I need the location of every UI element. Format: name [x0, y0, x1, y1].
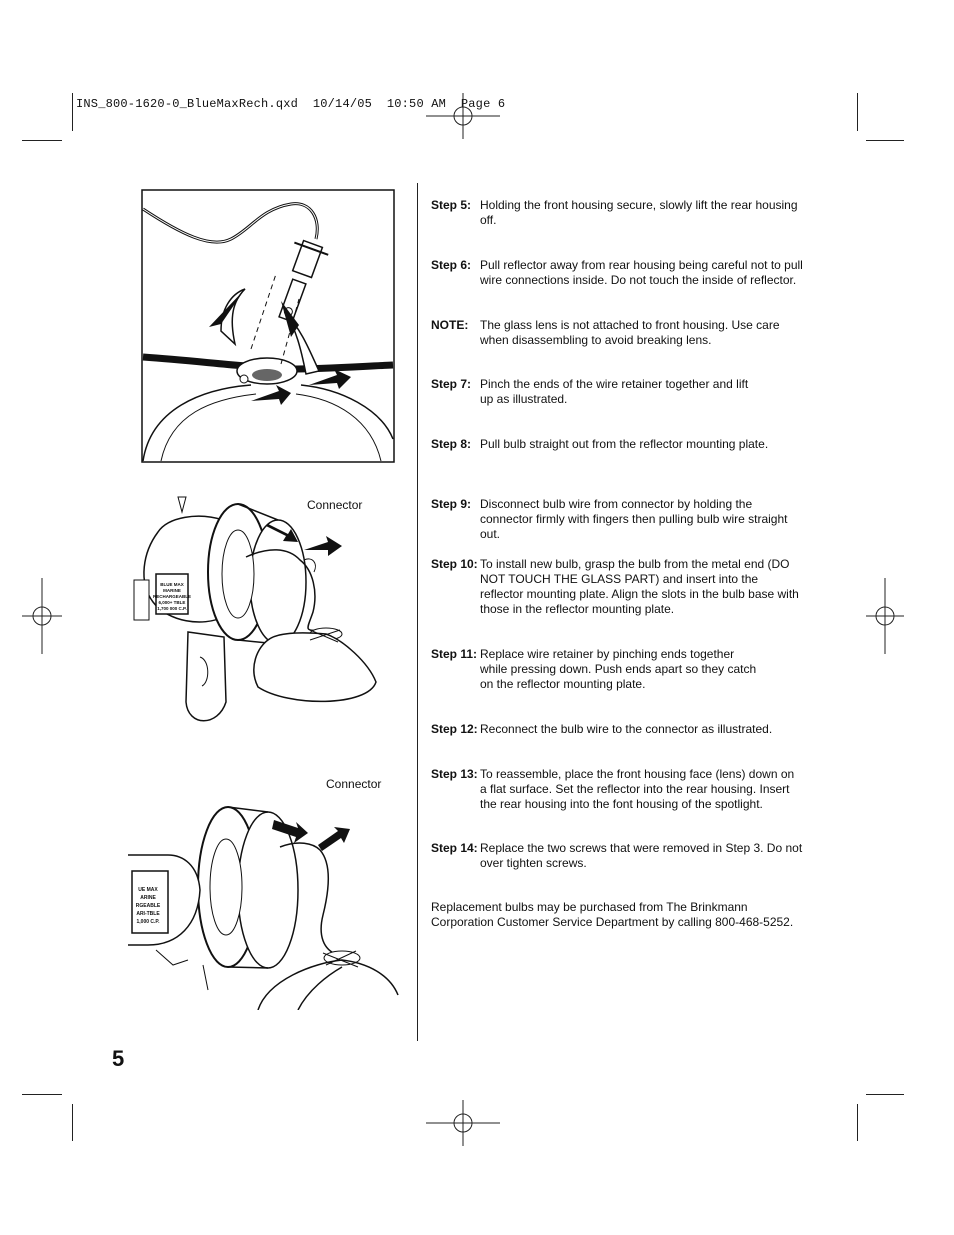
note	[431, 318, 803, 348]
decal-line-4: 6,000+ TBLE	[158, 600, 186, 605]
step-text: To install new bulb, grasp the bulb from the metal end (DO NOT TOUCH THE GLASS PART) and insert into the reflector mounting plate. Align the slots in the bulb base with those in the reflector mounting plate.	[480, 557, 799, 616]
step-label: Step 10:	[431, 557, 478, 571]
decal-line-5b: 1,000 C.P.	[136, 919, 160, 925]
step-label: Step 14:	[431, 841, 478, 855]
figure-reconnect-connector-illustration	[128, 795, 403, 1010]
step-label: Step 8:	[431, 437, 472, 451]
step-label: Step 5:	[431, 198, 472, 212]
replacement-bulbs-note: Replacement bulbs may be purchased from The Brinkmann Corporation Customer Service Department by calling 800-468-5252.	[431, 900, 794, 929]
step-text: Pinch the ends of the wire retainer together and lift up as illustrated.	[480, 377, 749, 406]
step-8	[431, 437, 803, 452]
decal-line-3b: RGEABLE	[135, 903, 161, 909]
step-text: Reconnect the bulb wire to the connector as illustrated.	[480, 722, 773, 736]
connector-label-2: Connector	[326, 777, 382, 791]
decal-line-5: 1,700 000 C.P.	[157, 606, 187, 611]
step-13	[431, 767, 803, 812]
step-14	[431, 841, 803, 871]
decal-line-1: BLUE MAX	[160, 582, 184, 587]
step-label: Step 11:	[431, 647, 478, 661]
step-label: Step 7:	[431, 377, 472, 391]
column-divider	[417, 183, 418, 1041]
figure-disconnect-connector-illustration	[128, 492, 388, 732]
decal-line-3: RECHARGEABLE	[152, 594, 192, 599]
step-5	[431, 198, 803, 228]
step-label: Step 9:	[431, 497, 472, 511]
connector-label-1: Connector	[307, 498, 363, 512]
decal-line-2: MARINE	[163, 588, 181, 593]
decal-line-2b: ARINE	[140, 895, 156, 901]
step-text: Holding the front housing secure, slowly lift the rear housing off.	[480, 198, 798, 227]
step-text: To reassemble, place the front housing face (lens) down on a flat surface. Set the reflector into the rear housing. Insert the rear housing into the font housing of the spotlight.	[480, 767, 795, 811]
step-6	[431, 258, 803, 288]
step-11	[431, 647, 761, 692]
step-text: Pull bulb straight out from the reflector mounting plate.	[480, 437, 769, 451]
decal-line-4b: ARI-TBLE	[136, 911, 160, 917]
note-text: The glass lens is not attached to front housing. Use care when disassembling to avoid breaking lens.	[480, 318, 780, 347]
step-10	[431, 557, 803, 617]
note-label: NOTE:	[431, 318, 469, 332]
step-9	[431, 497, 803, 542]
figure-wire-retainer-illustration	[141, 189, 395, 463]
step-label: Step 6:	[431, 258, 472, 272]
step-label: Step 13:	[431, 767, 478, 781]
step-7	[431, 377, 761, 407]
step-12	[431, 722, 803, 737]
step-label: Step 12:	[431, 722, 478, 736]
print-slug-line: INS_800-1620-0_BlueMaxRech.qxd 10/14/05 10:50 AM Page 6	[76, 97, 506, 111]
step-text: Pull reflector away from rear housing being careful not to pull wire connections inside. Do not touch the inside of reflector.	[480, 258, 803, 287]
page-number: 5	[112, 1046, 125, 1071]
step-text: Disconnect bulb wire from connector by holding the connector firmly with fingers then pulling bulb wire straight out.	[480, 497, 788, 541]
step-text: Replace wire retainer by pinching ends together while pressing down. Push ends apart so they catch on the reflector mounting plate.	[480, 647, 757, 691]
step-text: Replace the two screws that were removed in Step 3. Do not over tighten screws.	[480, 841, 803, 870]
decal-line-1b: UE MAX	[138, 887, 158, 893]
